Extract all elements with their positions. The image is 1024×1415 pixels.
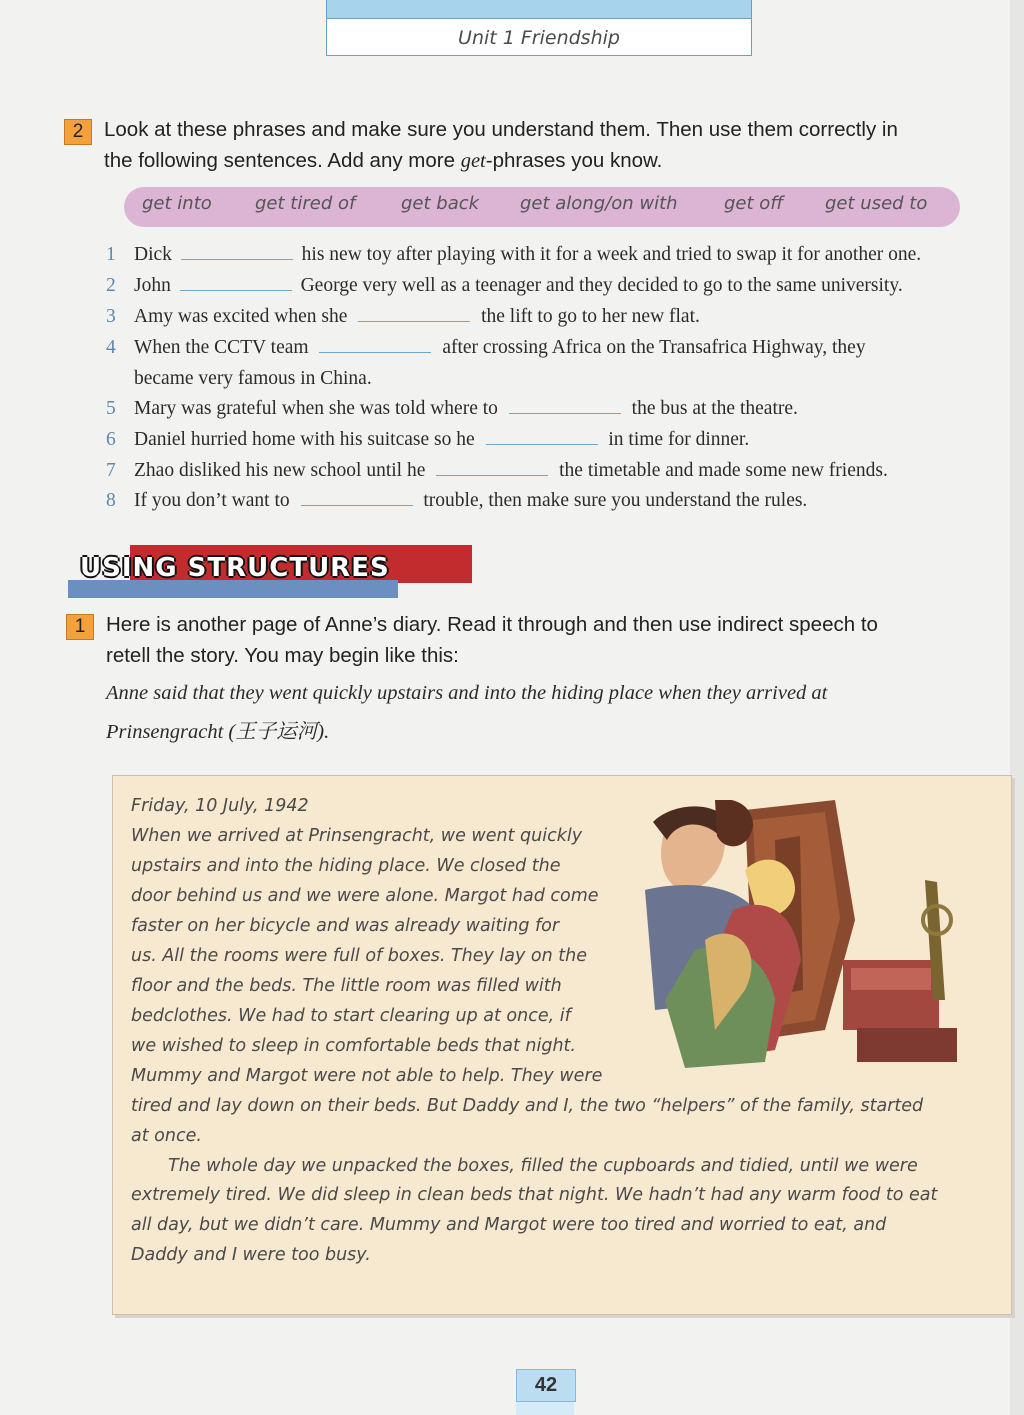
answer-blank[interactable] [301, 491, 413, 506]
diary-date: Friday, 10 July, 1942 [131, 796, 309, 816]
diary-line: Daddy and I were too busy. [131, 1245, 371, 1265]
sentence-5 [106, 398, 798, 420]
sentence-text: after crossing Africa on the Transafrica Highway, they [442, 337, 866, 358]
instruction-text: -phrases you know. [485, 149, 663, 172]
example-line1: Anne said that they went quickly upstairs and into the hiding place when they arrived at [106, 682, 828, 704]
exercise-instruction-line2 [104, 145, 662, 177]
sentence-text: the lift to go to her new flat. [481, 306, 700, 327]
sentence-text: the timetable and made some new friends. [559, 460, 888, 481]
exercise-number-badge: 1 [66, 614, 94, 640]
diary-line: at once. [131, 1126, 202, 1146]
sentence-number: 6 [106, 429, 116, 450]
sentence-text: Amy was excited when she [134, 306, 348, 327]
phrase-bank [124, 187, 960, 227]
sentence-number: 7 [106, 460, 116, 481]
answer-blank[interactable] [486, 430, 598, 445]
diary-line: faster on her bicycle and was already waiting for [131, 916, 560, 936]
sentence-4-continued: became very famous in China. [134, 368, 372, 389]
sentence-number: 5 [106, 398, 116, 419]
exercise-instruction-line1: Here is another page of Anne’s diary. Read it through and then use indirect speech to [106, 613, 878, 636]
unit-title: Unit 1 Friendship [458, 27, 620, 49]
section-banner [68, 545, 406, 599]
diary-illustration [625, 800, 987, 1072]
unit-header [326, 0, 752, 56]
diary-line: all day, but we didn’t care. Mummy and Margot were too tired and worried to eat, and [131, 1215, 887, 1235]
phrase-item: get into [142, 193, 212, 214]
sentence-number: 4 [106, 337, 116, 358]
sentence-text: John [134, 275, 171, 296]
answer-blank[interactable] [181, 245, 293, 260]
sentence-8 [106, 490, 807, 512]
instruction-emphasis: get [460, 150, 486, 172]
instruction-text: the following sentences. Add any more [104, 149, 461, 172]
diary-line: tired and lay down on their beds. But Daddy and I, the two “helpers” of the family, started [131, 1096, 924, 1116]
diary-line: upstairs and into the hiding place. We closed the [131, 856, 561, 876]
answer-blank[interactable] [436, 461, 548, 476]
section-title: USING STRUCTURES [80, 553, 390, 583]
answer-blank[interactable] [319, 338, 431, 353]
header-decoration [327, 0, 751, 19]
diary-line: Mummy and Margot were not able to help. They were [131, 1066, 603, 1086]
phrase-item: get off [724, 193, 784, 214]
sentence-number: 3 [106, 306, 116, 327]
sentence-1 [106, 244, 921, 266]
sentence-2 [106, 275, 903, 297]
sentence-number: 2 [106, 275, 116, 296]
diary-line: The whole day we unpacked the boxes, filled the cupboards and tidied, until we were [168, 1156, 918, 1176]
diary-line: we wished to sleep in comfortable beds that night. [131, 1036, 576, 1056]
sentence-text: Zhao disliked his new school until he [134, 460, 426, 481]
answer-blank[interactable] [509, 399, 621, 414]
answer-blank[interactable] [358, 307, 470, 322]
sentence-text: George very well as a teenager and they decided to go to the same university. [300, 275, 903, 296]
exercise-instruction-line2: retell the story. You may begin like this: [106, 644, 459, 667]
exercise-instruction-line1: Look at these phrases and make sure you understand them. Then use them correctly in [104, 118, 898, 141]
exercise-number-badge: 2 [64, 119, 92, 145]
sentence-number: 1 [106, 244, 116, 265]
answer-blank[interactable] [180, 276, 292, 291]
diary-line: extremely tired. We did sleep in clean beds that night. We hadn’t had any warm food to eat [131, 1185, 938, 1205]
diary-line: When we arrived at Prinsengracht, we went quickly [131, 826, 583, 846]
sentence-text: Dick [134, 244, 172, 265]
page-number-tab [516, 1400, 574, 1415]
phrase-item: get back [401, 193, 480, 214]
sentence-text: the bus at the theatre. [631, 398, 798, 419]
sentence-3 [106, 306, 700, 328]
sentence-text: When the CCTV team [134, 337, 309, 358]
sentence-4 [106, 337, 866, 359]
sentence-text: trouble, then make sure you understand the rules. [423, 490, 808, 511]
page-edge [1010, 0, 1024, 1415]
diary-line: floor and the beds. The little room was filled with [131, 976, 562, 996]
diary-line: bedclothes. We had to start clearing up at once, if [131, 1006, 571, 1026]
sentence-7 [106, 460, 888, 482]
page-number: 42 [516, 1369, 576, 1402]
phrase-item: get tired of [255, 193, 356, 214]
sentence-number: 8 [106, 490, 116, 511]
sentence-text: Daniel hurried home with his suitcase so he [134, 429, 475, 450]
diary-line: door behind us and we were alone. Margot had come [131, 886, 599, 906]
phrase-item: get along/on with [520, 193, 678, 214]
sentence-text: in time for dinner. [608, 429, 750, 450]
sentence-text: his new toy after playing with it for a week and tried to swap it for another one. [301, 244, 922, 265]
example-line2: Prinsengracht (王子运河). [106, 721, 330, 743]
sentence-text: If you don’t want to [134, 490, 290, 511]
diary-line: us. All the rooms were full of boxes. They lay on the [131, 946, 588, 966]
sentence-6 [106, 429, 749, 451]
phrase-item: get used to [825, 193, 928, 214]
sentence-text: Mary was grateful when she was told where to [134, 398, 498, 419]
